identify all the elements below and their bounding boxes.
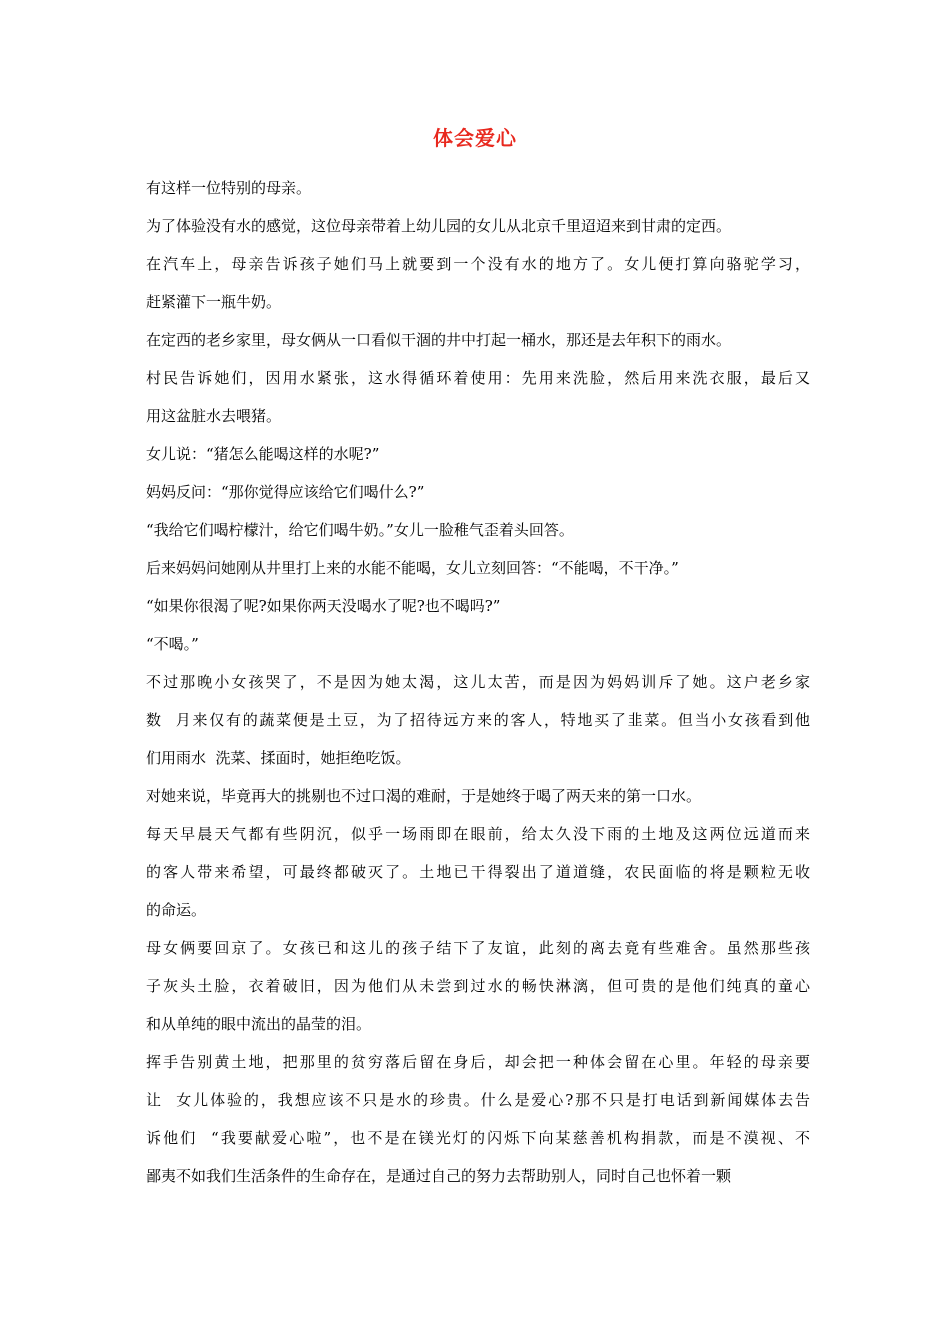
paragraph-line: 每天早晨天气都有些阴沉，似乎一场雨即在眼前，给太久没下雨的土地及这两位远道而来	[146, 825, 810, 843]
paragraph-line: “我给它们喝柠檬汁，给它们喝牛奶。”女儿一脸稚气歪着头回答。	[146, 521, 574, 539]
paragraph	[146, 250, 810, 316]
paragraph-line: 母女俩要回京了。女孩已和这儿的孩子结下了友谊，此刻的离去竟有些难舍。虽然那些孩	[146, 939, 810, 957]
paragraph-line: 用这盆脏水去喂猪。	[146, 407, 282, 425]
paragraph	[146, 630, 810, 658]
paragraph-line: 子灰头土脸，衣着破旧，因为他们从未尝到过水的畅快淋漓，但可贵的是他们纯真的童心	[146, 977, 810, 995]
document-title: 体会爱心	[433, 126, 517, 150]
paragraph	[146, 326, 810, 354]
paragraph	[146, 1048, 810, 1190]
paragraph-line: “如果你很渴了呢?如果你两天没喝水了呢?也不喝吗?”	[146, 597, 501, 615]
paragraph-line: 为了体验没有水的感觉，这位母亲带着上幼儿园的女儿从北京千里迢迢来到甘肃的定西。	[146, 217, 732, 235]
paragraph-line: 数 月来仅有的蔬菜便是土豆，为了招待远方来的客人，特地买了韭菜。但当小女孩看到他	[146, 711, 810, 729]
paragraph	[146, 174, 810, 202]
paragraph	[146, 592, 810, 620]
paragraph	[146, 440, 810, 468]
paragraph	[146, 554, 810, 582]
paragraph	[146, 934, 810, 1038]
paragraph-line: 诉他们 “我要献爱心啦”，也不是在镁光灯的闪烁下向某慈善机构捐款，而是不漠视、不	[146, 1129, 810, 1147]
paragraph-line: 赶紧灌下一瓶牛奶。	[146, 293, 282, 311]
paragraph-line: 对她来说，毕竟再大的挑剔也不过口渴的难耐，于是她终于喝了两天来的第一口水。	[146, 787, 702, 805]
paragraph-line: 在定西的老乡家里，母女俩从一口看似干涸的井中打起一桶水，那还是去年积下的雨水。	[146, 331, 732, 349]
paragraph-line: 鄙夷不如我们生活条件的生命存在，是通过自己的努力去帮助别人，同时自己也怀着一颗	[146, 1167, 732, 1185]
paragraph-line: “不喝。”	[146, 635, 199, 653]
paragraph-line: 女儿说：“猪怎么能喝这样的水呢?”	[146, 445, 380, 463]
paragraph-line: 后来妈妈问她刚从井里打上来的水能不能喝，女儿立刻回答：“不能喝，不干净。”	[146, 559, 679, 577]
paragraph-line: 挥手告别黄土地，把那里的贫穷落后留在身后，却会把一种体会留在心里。年轻的母亲要	[146, 1053, 810, 1071]
paragraph	[146, 364, 810, 430]
paragraph	[146, 668, 810, 772]
paragraph	[146, 820, 810, 924]
paragraph-line: 让 女儿体验的，我想应该不只是水的珍贵。什么是爱心?那不只是打电话到新闻媒体去告	[146, 1091, 810, 1109]
paragraph-line: 们用雨水 洗菜、揉面时，她拒绝吃饭。	[146, 749, 411, 767]
paragraph-line: 村民告诉她们，因用水紧张，这水得循环着使用：先用来洗脸，然后用来洗衣服，最后又	[146, 369, 810, 387]
paragraph	[146, 478, 810, 506]
paragraph-line: 有这样一位特别的母亲。	[146, 179, 312, 197]
paragraph-line: 的客人带来希望，可最终都破灭了。土地已干得裂出了道道缝，农民面临的将是颗粒无收	[146, 863, 810, 881]
paragraph-line: 妈妈反问：“那你觉得应该给它们喝什么?”	[146, 483, 425, 501]
paragraph	[146, 782, 810, 810]
paragraph	[146, 212, 810, 240]
paragraph-line: 在汽车上，母亲告诉孩子她们马上就要到一个没有水的地方了。女儿便打算向骆驼学习，	[146, 255, 810, 273]
paragraph-line: 和从单纯的眼中流出的晶莹的泪。	[146, 1015, 372, 1033]
paragraph-line: 的命运。	[146, 901, 207, 919]
document-body	[146, 174, 810, 1200]
paragraph	[146, 516, 810, 544]
paragraph-line: 不过那晚小女孩哭了，不是因为她太渴，这儿太苦，而是因为妈妈训斥了她。这户老乡家	[146, 673, 810, 691]
